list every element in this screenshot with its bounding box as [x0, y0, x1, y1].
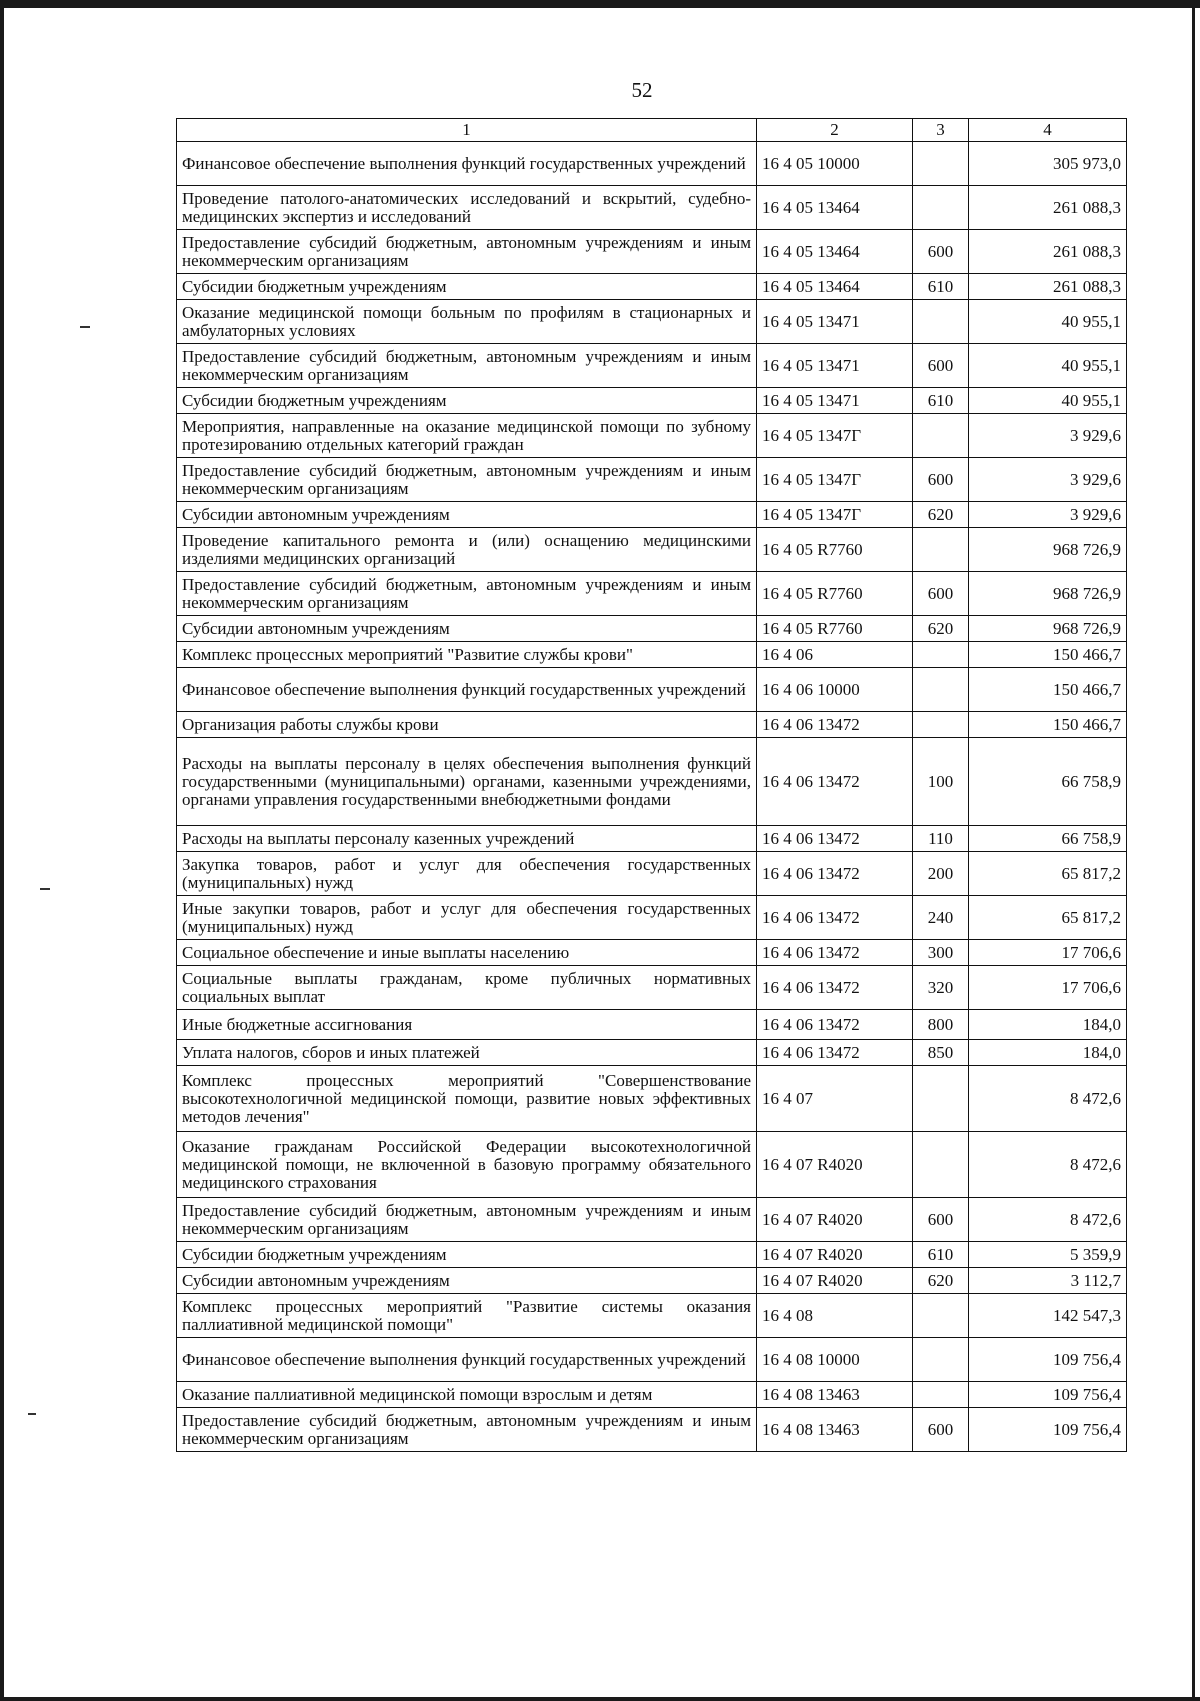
row-code-cell: 16 4 07: [757, 1066, 913, 1132]
row-amount-cell: 109 756,4: [969, 1408, 1127, 1452]
scan-speck: [40, 888, 50, 890]
row-name-cell: Субсидии бюджетным учреждениям: [177, 274, 757, 300]
column-header-4: 4: [969, 119, 1127, 142]
table-row: [177, 966, 1127, 1010]
scan-border-top: [0, 0, 1200, 8]
row-code-cell: 16 4 08 13463: [757, 1382, 913, 1408]
row-code-cell: 16 4 05 1347Г: [757, 458, 913, 502]
row-type-cell: 600: [913, 1198, 969, 1242]
row-code-cell: 16 4 08: [757, 1294, 913, 1338]
row-name-cell: Закупка товаров, работ и услуг для обеспечения государственных (муниципальных) нужд: [177, 852, 757, 896]
row-type-cell: [913, 414, 969, 458]
row-amount-cell: 150 466,7: [969, 642, 1127, 668]
row-amount-cell: 5 359,9: [969, 1242, 1127, 1268]
row-name-cell: Предоставление субсидий бюджетным, автономным учреждениям и иным некоммерческим организациям: [177, 1408, 757, 1452]
row-code-cell: 16 4 05 13471: [757, 300, 913, 344]
row-amount-cell: 968 726,9: [969, 528, 1127, 572]
row-amount-cell: 8 472,6: [969, 1198, 1127, 1242]
row-amount-cell: 968 726,9: [969, 616, 1127, 642]
row-code-cell: 16 4 05 R7760: [757, 616, 913, 642]
row-code-cell: 16 4 07 R4020: [757, 1268, 913, 1294]
table-row: [177, 274, 1127, 300]
row-name-cell: Мероприятия, направленные на оказание медицинской помощи по зубному протезированию отдельных категорий граждан: [177, 414, 757, 458]
row-code-cell: 16 4 06 10000: [757, 668, 913, 712]
row-name-cell: Субсидии бюджетным учреждениям: [177, 388, 757, 414]
table-row: [177, 642, 1127, 668]
row-code-cell: 16 4 05 13464: [757, 274, 913, 300]
row-type-cell: 600: [913, 344, 969, 388]
row-code-cell: 16 4 06 13472: [757, 712, 913, 738]
row-code-cell: 16 4 05 13471: [757, 388, 913, 414]
row-name-cell: Предоставление субсидий бюджетным, автономным учреждениям и иным некоммерческим организациям: [177, 458, 757, 502]
row-type-cell: [913, 300, 969, 344]
row-amount-cell: 261 088,3: [969, 274, 1127, 300]
row-code-cell: 16 4 07 R4020: [757, 1198, 913, 1242]
table-row: [177, 1132, 1127, 1198]
row-name-cell: Проведение капитального ремонта и (или) оснащению медицинскими изделиями медицинских организаций: [177, 528, 757, 572]
row-type-cell: [913, 1066, 969, 1132]
row-amount-cell: 142 547,3: [969, 1294, 1127, 1338]
row-amount-cell: 40 955,1: [969, 344, 1127, 388]
row-code-cell: 16 4 06 13472: [757, 940, 913, 966]
row-code-cell: 16 4 05 13464: [757, 186, 913, 230]
row-name-cell: Финансовое обеспечение выполнения функций государственных учреждений: [177, 668, 757, 712]
row-code-cell: 16 4 05 13464: [757, 230, 913, 274]
table-row: [177, 572, 1127, 616]
row-type-cell: 300: [913, 940, 969, 966]
row-type-cell: [913, 528, 969, 572]
row-name-cell: Финансовое обеспечение выполнения функций государственных учреждений: [177, 1338, 757, 1382]
row-code-cell: 16 4 08 10000: [757, 1338, 913, 1382]
row-name-cell: Предоставление субсидий бюджетным, автономным учреждениям и иным некоммерческим организациям: [177, 1198, 757, 1242]
page-number: 52: [631, 78, 653, 102]
table-row: [177, 1040, 1127, 1066]
row-type-cell: 620: [913, 502, 969, 528]
row-name-cell: Оказание паллиативной медицинской помощи взрослым и детям: [177, 1382, 757, 1408]
row-code-cell: 16 4 06: [757, 642, 913, 668]
table-row: [177, 1408, 1127, 1452]
scan-speck: [80, 326, 90, 328]
table-row: [177, 344, 1127, 388]
table-row: [177, 668, 1127, 712]
row-type-cell: 110: [913, 826, 969, 852]
budget-table: [176, 118, 1127, 1452]
row-amount-cell: 40 955,1: [969, 300, 1127, 344]
row-type-cell: [913, 1382, 969, 1408]
row-type-cell: 610: [913, 274, 969, 300]
row-amount-cell: 109 756,4: [969, 1382, 1127, 1408]
row-code-cell: 16 4 07 R4020: [757, 1242, 913, 1268]
row-amount-cell: 66 758,9: [969, 738, 1127, 826]
row-name-cell: Расходы на выплаты персоналу казенных учреждений: [177, 826, 757, 852]
row-code-cell: 16 4 07 R4020: [757, 1132, 913, 1198]
row-type-cell: [913, 142, 969, 186]
row-amount-cell: 3 929,6: [969, 458, 1127, 502]
row-type-cell: 610: [913, 1242, 969, 1268]
row-code-cell: 16 4 06 13472: [757, 1010, 913, 1040]
row-type-cell: [913, 642, 969, 668]
table-row: [177, 1066, 1127, 1132]
row-name-cell: Предоставление субсидий бюджетным, автономным учреждениям и иным некоммерческим организациям: [177, 344, 757, 388]
column-header-2: 2: [757, 119, 913, 142]
row-code-cell: 16 4 05 13471: [757, 344, 913, 388]
row-name-cell: Комплекс процессных мероприятий "Развитие системы оказания паллиативной медицинской помощи": [177, 1294, 757, 1338]
row-amount-cell: 184,0: [969, 1010, 1127, 1040]
row-name-cell: Расходы на выплаты персоналу в целях обеспечения выполнения функций государственными (муниципальными) органами, казенными учреждениями, органами управления государственными внебюджетными фондами: [177, 738, 757, 826]
table-row: [177, 738, 1127, 826]
row-amount-cell: 150 466,7: [969, 668, 1127, 712]
row-type-cell: 620: [913, 1268, 969, 1294]
row-amount-cell: 65 817,2: [969, 852, 1127, 896]
table-row: [177, 528, 1127, 572]
row-code-cell: 16 4 05 1347Г: [757, 414, 913, 458]
row-code-cell: 16 4 06 13472: [757, 738, 913, 826]
scan-border-left: [0, 0, 4, 1701]
row-name-cell: Проведение патолого-анатомических исследований и вскрытий, судебно-медицинских экспертиз и исследований: [177, 186, 757, 230]
table-row: [177, 186, 1127, 230]
row-amount-cell: 65 817,2: [969, 896, 1127, 940]
table-row: [177, 826, 1127, 852]
table-row: [177, 230, 1127, 274]
row-name-cell: Субсидии автономным учреждениям: [177, 616, 757, 642]
row-name-cell: Комплекс процессных мероприятий "Развитие службы крови": [177, 642, 757, 668]
row-type-cell: 600: [913, 1408, 969, 1452]
table-row: [177, 458, 1127, 502]
row-code-cell: 16 4 06 13472: [757, 1040, 913, 1066]
row-amount-cell: 8 472,6: [969, 1132, 1127, 1198]
table-row: [177, 142, 1127, 186]
table-row: [177, 896, 1127, 940]
row-code-cell: 16 4 08 13463: [757, 1408, 913, 1452]
table-row: [177, 300, 1127, 344]
row-type-cell: 100: [913, 738, 969, 826]
table-row: [177, 1010, 1127, 1040]
row-type-cell: 600: [913, 230, 969, 274]
row-code-cell: 16 4 05 10000: [757, 142, 913, 186]
row-code-cell: 16 4 06 13472: [757, 852, 913, 896]
row-name-cell: Субсидии автономным учреждениям: [177, 1268, 757, 1294]
row-name-cell: Предоставление субсидий бюджетным, автономным учреждениям и иным некоммерческим организациям: [177, 572, 757, 616]
table-row: [177, 414, 1127, 458]
table-row: [177, 940, 1127, 966]
row-type-cell: 850: [913, 1040, 969, 1066]
row-type-cell: [913, 668, 969, 712]
row-type-cell: [913, 1132, 969, 1198]
table-row: [177, 712, 1127, 738]
row-amount-cell: 66 758,9: [969, 826, 1127, 852]
table-row: [177, 502, 1127, 528]
row-amount-cell: 3 929,6: [969, 414, 1127, 458]
scan-border-right: [1192, 0, 1195, 1701]
row-code-cell: 16 4 06 13472: [757, 896, 913, 940]
row-type-cell: [913, 1294, 969, 1338]
row-amount-cell: 3 112,7: [969, 1268, 1127, 1294]
table-row: [177, 1242, 1127, 1268]
table-row: [177, 1338, 1127, 1382]
row-amount-cell: 305 973,0: [969, 142, 1127, 186]
row-amount-cell: 261 088,3: [969, 186, 1127, 230]
row-name-cell: Субсидии автономным учреждениям: [177, 502, 757, 528]
row-amount-cell: 17 706,6: [969, 940, 1127, 966]
row-amount-cell: 109 756,4: [969, 1338, 1127, 1382]
row-amount-cell: 40 955,1: [969, 388, 1127, 414]
row-name-cell: Иные закупки товаров, работ и услуг для обеспечения государственных (муниципальных) нужд: [177, 896, 757, 940]
row-code-cell: 16 4 05 R7760: [757, 528, 913, 572]
table-row: [177, 1268, 1127, 1294]
row-type-cell: 600: [913, 458, 969, 502]
row-type-cell: [913, 186, 969, 230]
row-name-cell: Предоставление субсидий бюджетным, автономным учреждениям и иным некоммерческим организациям: [177, 230, 757, 274]
row-type-cell: 200: [913, 852, 969, 896]
row-code-cell: 16 4 05 R7760: [757, 572, 913, 616]
row-amount-cell: 261 088,3: [969, 230, 1127, 274]
row-type-cell: 240: [913, 896, 969, 940]
row-amount-cell: 150 466,7: [969, 712, 1127, 738]
table-header-row: [177, 119, 1127, 142]
row-code-cell: 16 4 05 1347Г: [757, 502, 913, 528]
row-name-cell: Иные бюджетные ассигнования: [177, 1010, 757, 1040]
row-amount-cell: 8 472,6: [969, 1066, 1127, 1132]
row-name-cell: Социальные выплаты гражданам, кроме публичных нормативных социальных выплат: [177, 966, 757, 1010]
row-name-cell: Оказание гражданам Российской Федерации высокотехнологичной медицинской помощи, не включенной в базовую программу обязательного медицинского страхования: [177, 1132, 757, 1198]
row-amount-cell: 184,0: [969, 1040, 1127, 1066]
scan-border-bottom: [0, 1697, 1200, 1701]
row-name-cell: Уплата налогов, сборов и иных платежей: [177, 1040, 757, 1066]
row-type-cell: 800: [913, 1010, 969, 1040]
row-amount-cell: 968 726,9: [969, 572, 1127, 616]
table-row: [177, 1382, 1127, 1408]
row-name-cell: Оказание медицинской помощи больным по профилям в стационарных и амбулаторных условиях: [177, 300, 757, 344]
row-name-cell: Субсидии бюджетным учреждениям: [177, 1242, 757, 1268]
scan-speck: [28, 1413, 36, 1415]
table-body: [177, 142, 1127, 1452]
row-name-cell: Социальное обеспечение и иные выплаты населению: [177, 940, 757, 966]
row-type-cell: 610: [913, 388, 969, 414]
row-type-cell: 600: [913, 572, 969, 616]
table-row: [177, 1198, 1127, 1242]
table-row: [177, 388, 1127, 414]
row-amount-cell: 17 706,6: [969, 966, 1127, 1010]
row-name-cell: Финансовое обеспечение выполнения функций государственных учреждений: [177, 142, 757, 186]
column-header-3: 3: [913, 119, 969, 142]
row-type-cell: [913, 712, 969, 738]
row-name-cell: Организация работы службы крови: [177, 712, 757, 738]
column-header-1: 1: [177, 119, 757, 142]
row-code-cell: 16 4 06 13472: [757, 826, 913, 852]
row-amount-cell: 3 929,6: [969, 502, 1127, 528]
table-row: [177, 616, 1127, 642]
row-name-cell: Комплекс процессных мероприятий "Совершенствование высокотехнологичной медицинской помощи, развитие новых эффективных методов лечения": [177, 1066, 757, 1132]
row-type-cell: [913, 1338, 969, 1382]
table-row: [177, 1294, 1127, 1338]
row-type-cell: 320: [913, 966, 969, 1010]
row-type-cell: 620: [913, 616, 969, 642]
row-code-cell: 16 4 06 13472: [757, 966, 913, 1010]
table-row: [177, 852, 1127, 896]
